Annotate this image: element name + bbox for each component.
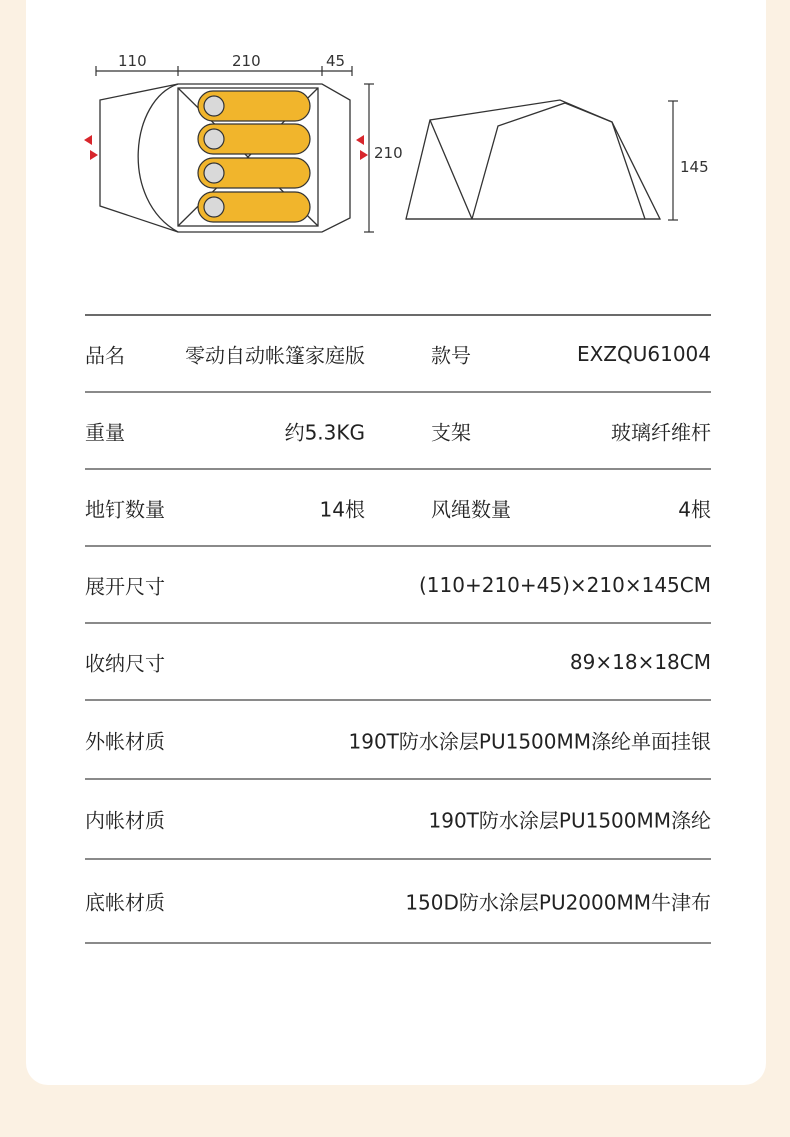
spec-label: 风绳数量: [431, 497, 511, 521]
dim-vestibule: 110: [118, 52, 147, 70]
spec-label: 收纳尺寸: [85, 651, 165, 675]
dim-width: 210: [374, 144, 403, 162]
dim-rear: 45: [326, 52, 346, 70]
spec-value: 4根: [678, 497, 711, 521]
spec-value: 零动自动帐篷家庭版: [185, 343, 365, 367]
spec-value: 89×18×18CM: [569, 649, 711, 674]
spec-table: [85, 314, 711, 944]
spec-value: (110+210+45)×210×145CM: [418, 572, 711, 597]
sleeping-bag: [198, 192, 310, 222]
spec-label: 支架: [431, 420, 471, 444]
side-dimension-line: [364, 84, 374, 232]
spec-label: 地钉数量: [85, 497, 165, 521]
spec-row-stakes: [85, 470, 711, 547]
spec-value: 190T防水涂层PU1500MM涤纶单面挂银: [348, 729, 711, 753]
spec-row-packed-size: [85, 624, 711, 701]
spec-value: EXZQU61004: [576, 341, 711, 366]
sleeping-bags: [198, 91, 310, 222]
height-dimension-line: [668, 101, 678, 220]
spec-value: 190T防水涂层PU1500MM涤纶: [428, 808, 711, 833]
spec-row-inner-material: [85, 780, 711, 860]
spec-label: 外帐材质: [85, 729, 165, 753]
spec-value: 约5.3KG: [284, 420, 365, 444]
spec-value: 玻璃纤维杆: [611, 420, 711, 444]
spec-row-outer-material: [85, 701, 711, 780]
spec-label: 重量: [85, 420, 125, 444]
sleeping-bag: [198, 158, 310, 188]
sleeping-bag: [198, 91, 310, 121]
spec-value: 150D防水涂层PU2000MM牛津布: [405, 890, 711, 915]
spec-label: 底帐材质: [85, 890, 165, 915]
tent-side-view: [406, 100, 660, 219]
spec-row-floor-material: [85, 860, 711, 944]
spec-row-weight: [85, 393, 711, 470]
spec-row-name: [85, 316, 711, 393]
sleeping-bag: [198, 124, 310, 154]
spec-label: 展开尺寸: [85, 574, 165, 598]
spec-row-open-size: [85, 547, 711, 624]
spec-label: 品名: [85, 343, 125, 367]
spec-value: 14根: [319, 497, 365, 521]
spec-label: 内帐材质: [85, 808, 165, 833]
dim-inner-length: 210: [232, 52, 261, 70]
tent-diagram: [0, 0, 790, 250]
spec-label: 款号: [431, 343, 471, 367]
dim-height: 145: [680, 158, 709, 176]
